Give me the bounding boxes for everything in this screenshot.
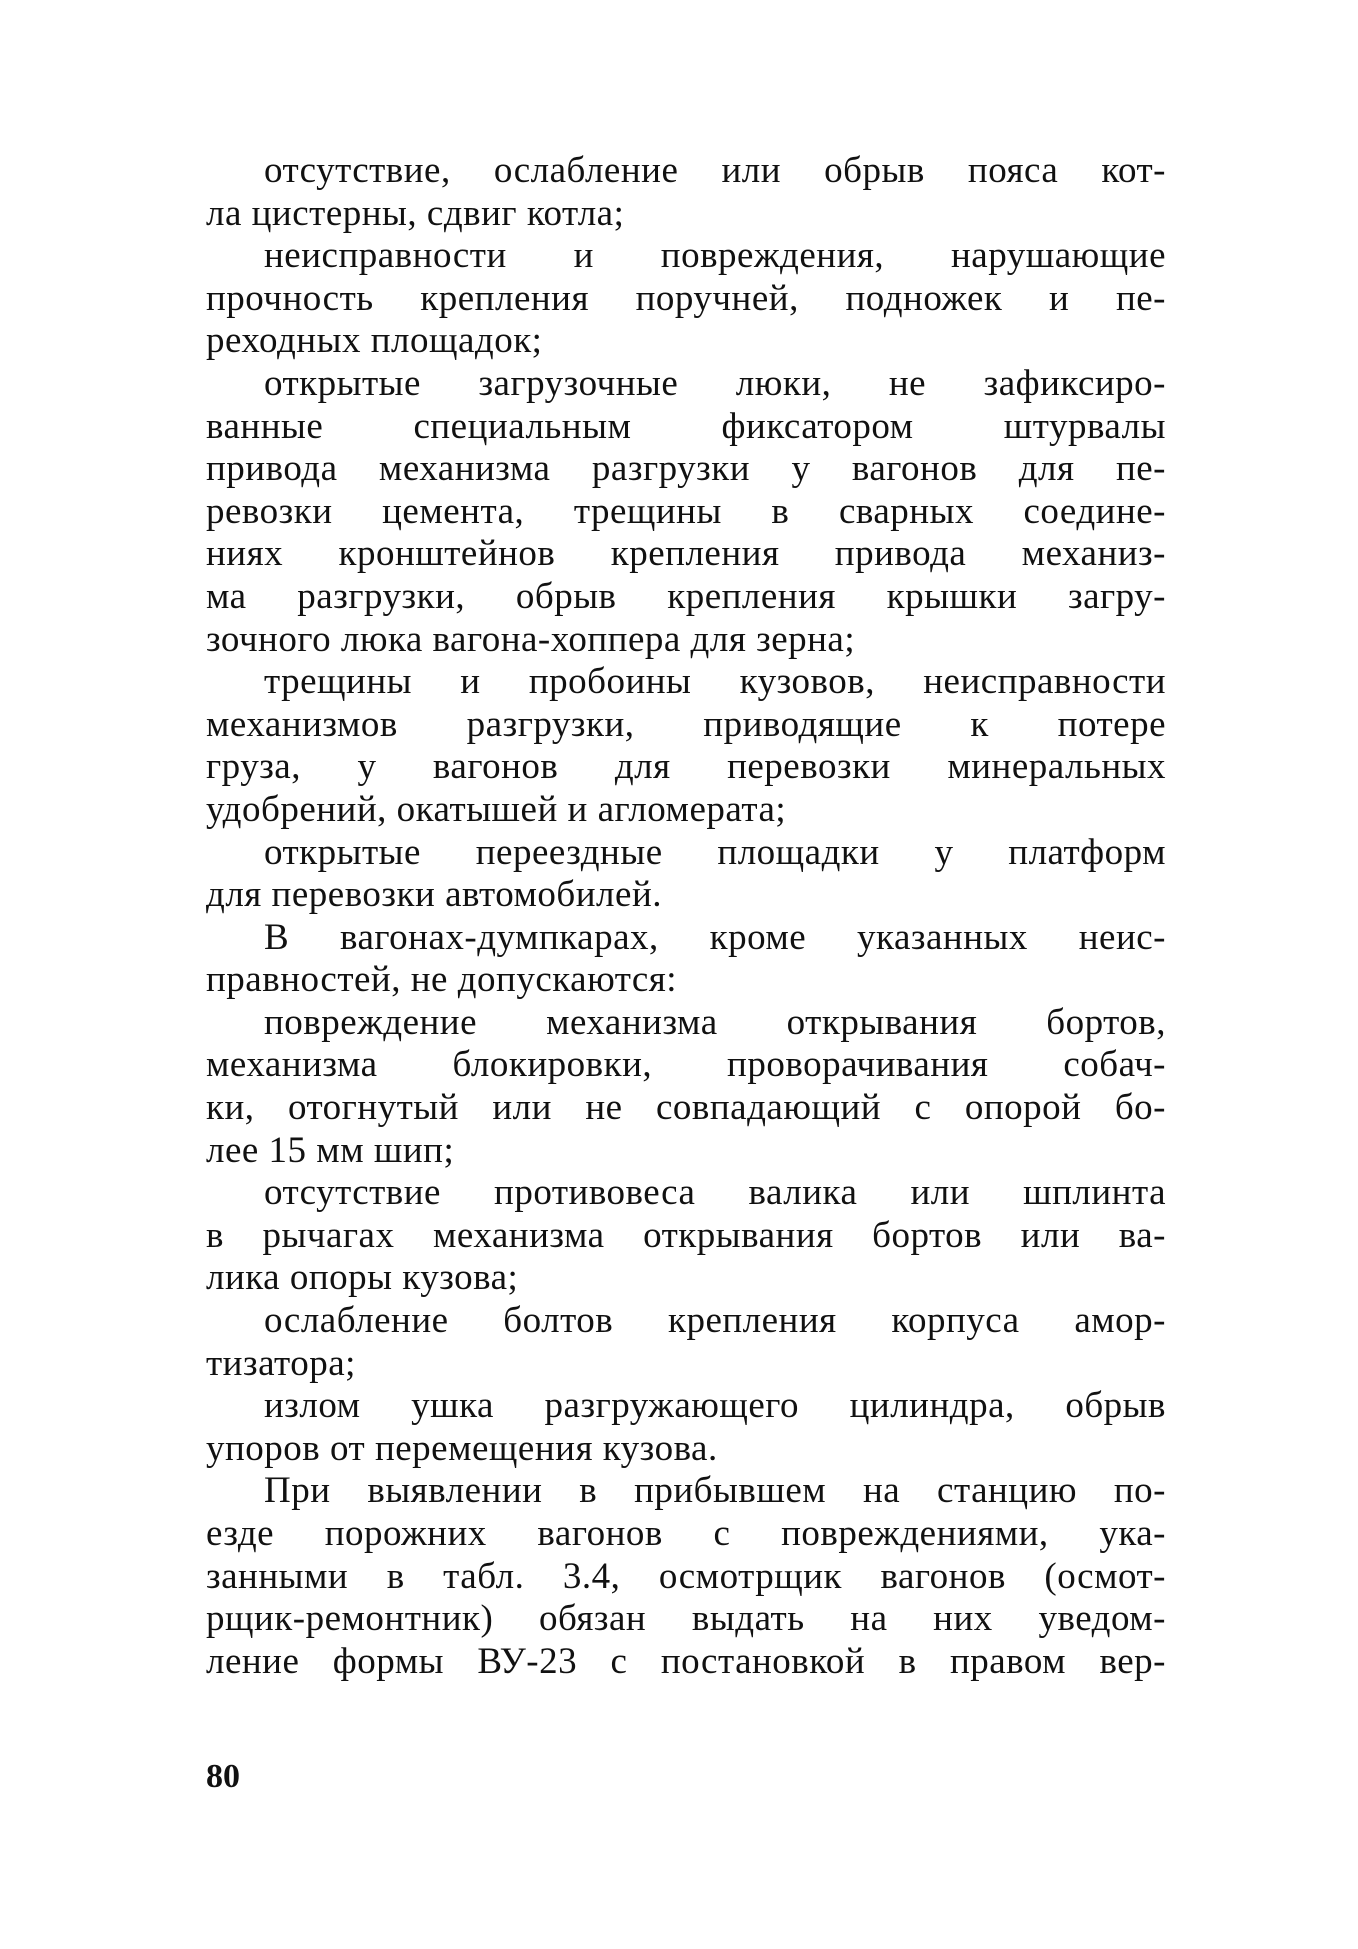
text-line: привода механизма разгрузки у вагонов для пе-	[206, 448, 1166, 490]
body-text	[206, 150, 1166, 1683]
text-line: излом ушка разгружающего цилиндра, обрыв	[264, 1385, 1166, 1427]
text-line: в рычагах механизма открывания бортов или ва-	[206, 1214, 1166, 1256]
text-line: ма разгрузки, обрыв крепления крышки загру-	[206, 575, 1166, 617]
text-line: лика опоры кузова;	[206, 1257, 519, 1299]
text-line: ла цистерны, сдвиг котла;	[206, 192, 625, 234]
text-line: повреждение механизма открывания бортов,	[264, 1001, 1166, 1043]
text-line: отсутствие, ослабление или обрыв пояса кот-	[264, 150, 1166, 191]
text-line: упоров от перемещения кузова.	[206, 1427, 718, 1469]
text-line: открытые загрузочные люки, не зафиксиро-	[264, 362, 1166, 404]
text-line: отсутствие противовеса валика или шплинта	[264, 1172, 1166, 1214]
text-line: для перевозки автомобилей.	[206, 874, 662, 916]
text-line: занными в табл. 3.4, осмотрщик вагонов (осмот-	[206, 1555, 1166, 1597]
text-line: груза, у вагонов для перевозки минеральных	[206, 746, 1166, 788]
text-line: удобрений, окатышей и агломерата;	[206, 788, 787, 830]
text-line: ванные специальным фиксатором штурвалы	[206, 405, 1166, 447]
text-line: механизмов разгрузки, приводящие к потере	[206, 703, 1166, 745]
text-line: В вагонах-думпкарах, кроме указанных неис-	[264, 916, 1166, 958]
text-line: ки, отогнутый или не совпадающий с опорой бо-	[206, 1087, 1166, 1129]
text-line: При выявлении в прибывшем на станцию по-	[264, 1470, 1166, 1512]
text-line: механизма блокировки, проворачивания собач-	[206, 1044, 1166, 1086]
text-line: ниях кронштейнов крепления привода механиз-	[206, 533, 1166, 575]
text-line: трещины и пробоины кузовов, неисправности	[264, 661, 1166, 703]
text-line: правностей, не допускаются:	[206, 959, 678, 1001]
text-line: тизатора;	[206, 1342, 356, 1384]
text-line: езде порожних вагонов с повреждениями, ука-	[206, 1513, 1166, 1554]
text-line: прочность крепления поручней, подножек и пе-	[206, 277, 1166, 319]
page-number: 80	[206, 1758, 240, 1795]
text-line: ление формы ВУ-23 с постановкой в правом вер-	[206, 1640, 1166, 1682]
text-line: лее 15 мм шип;	[206, 1129, 455, 1171]
text-line: ревозки цемента, трещины в сварных соедине-	[206, 490, 1166, 532]
text-line: открытые переездные площадки у платформ	[264, 831, 1166, 873]
text-line: рщик-ремонтник) обязан выдать на них уведом-	[206, 1598, 1166, 1640]
text-line: ослабление болтов крепления корпуса амор-	[264, 1300, 1166, 1342]
text-line: реходных площадок;	[206, 320, 543, 362]
text-line: неисправности и повреждения, нарушающие	[264, 235, 1166, 277]
text-line: зочного люка вагона-хоппера для зерна;	[206, 618, 856, 660]
